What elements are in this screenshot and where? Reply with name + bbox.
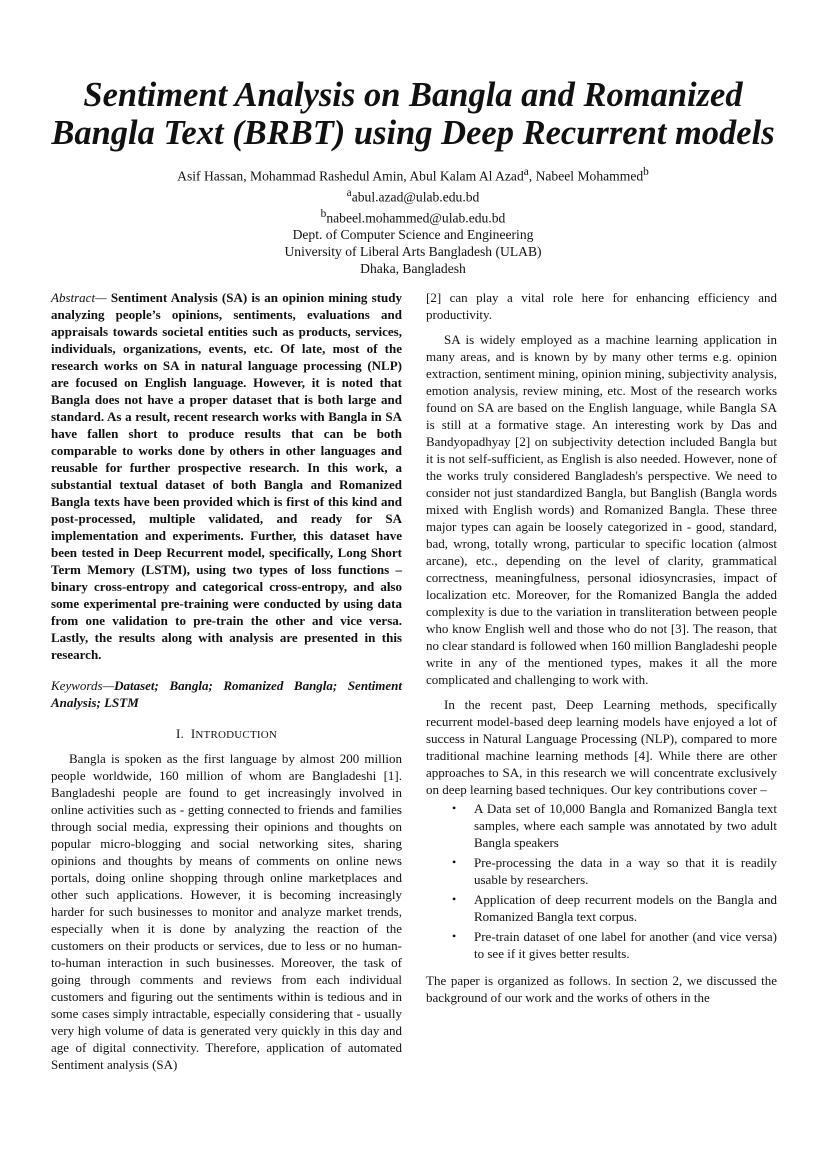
bullet-icon: • <box>452 929 457 943</box>
title-line-1: Sentiment Analysis on Bangla and Romanized <box>83 76 743 114</box>
right-column <box>426 289 777 1006</box>
bullet-icon: • <box>452 892 457 906</box>
list-item: • Pre-train dataset of one label for another (and vice versa) to see if it gives better results. <box>452 929 777 961</box>
bullet-icon: • <box>452 801 457 815</box>
title-line-2: Bangla Text (BRBT) using Deep Recurrent models <box>51 114 775 152</box>
keywords: Keywords—Dataset; Bangla; Romanized Bangla; Sentiment Analysis; LSTM <box>51 678 402 710</box>
author-names: Asif Hassan, Mohammad Rashedul Amin, Abul Kalam Al Azad$^a$, Nabeel Mohammed$^b$ <box>177 166 649 184</box>
intro-paragraph-4: The paper is organized as follows. In section 2, we discussed the background of our work and the works of others in the <box>426 973 777 1005</box>
intro-paragraph-continued: [2] can play a vital role here for enhancing efficiency and productivity. <box>426 290 777 322</box>
affiliation-dept: Dept. of Computer Science and Engineering <box>292 227 534 243</box>
list-item: • A Data set of 10,000 Bangla and Romanized Bangla text samples, where each sample was annotated by two adult Bangla speakers <box>452 801 777 850</box>
intro-paragraph-2: SA is widely employed as a machine learning application in many areas, and is known by by many other terms e.g. opinion extraction, sentiment mining, opinion mining, subjectivity analysis, emotion analysis, review mining, etc. Most of the research works found on SA are based on the English language, while Bangla SA is still at a formative stage. An interesting work by Das and Bandyopadhyay [2] on subjectivity detection included Bangla but it is not self-sufficient, as English is also needed. However, none of the works truly considered Bangladesh's perspective. We need to consider not just standardized Bangla, but Banglish (Bangla words mixed with English words) and Romanized Bangla. These three major types can again be loosely categorized in - good, standard, bad, wrong, totally wrong, particular to specific location (almost arcane), etc., depending on the level of clarity, grammatical correctness, meaningfulness, personal idiosyncrasies, impact of localization etc. Moreover, for the Romanized Bangla the added complexity is due to the variation in transliteration between people who know English well and those who do not [3]. The reason, that no clear standard is followed when 160 million Bangladeshi people write in any of the mentioned types, makes it all the more complicated and challenging to work with. <box>426 332 777 687</box>
paper-title <box>40 76 786 152</box>
intro-paragraph-1: Bangla is spoken as the first language by almost 200 million people worldwide, 160 million of whom are Bangladeshi [1]. Bangladeshi people are found to get increasingly involved in online activities such as - getting connected to friends and families through social media, expressing their opinions and thoughts on popular micro-blogging and social networking sites, sharing opinions and thoughts by means of comments on online news portals, doing online shopping through online marketplaces and other such applications. However, it is becoming increasingly harder for such businesses to monitor and analyze market trends, especially when it is done by analyzing the reaction of the customers on their products or services, due to less or no human-to-human interaction in such businesses. Moreover, the task of going through comments and reviews from each individual customers and figuring out the sentiments within is tedious and in some cases simply intractable, especially considering that - usually very high volume of data is generated very quickly in this day and age of digital connectivity. Therefore, application of automated Sentiment analysis (SA) <box>51 751 402 1072</box>
list-item: • Application of deep recurrent models on the Bangla and Romanized Bangla text corpus. <box>452 892 777 924</box>
section-heading-introduction: I. INTRODUCTION <box>175 726 278 741</box>
list-item: • Pre-processing the data in a way so that it is readily usable by researchers. <box>452 855 777 887</box>
intro-paragraph-3: In the recent past, Deep Learning methods, specifically recurrent model-based deep learning models have enjoyed a lot of success in Natural Language Processing (NLP), compared to more traditional machine learning methods [4]. While there are other approaches to SA, in this research we will concentrate exclusively on deep learning based techniques. Our key contributions cover – <box>426 697 777 797</box>
author-block <box>40 164 786 277</box>
keywords-body: Dataset; Bangla; Romanized Bangla; Sentiment Analysis; LSTM <box>51 678 402 710</box>
bullet-icon: • <box>452 855 457 869</box>
left-column <box>51 289 402 1073</box>
affiliation-university: University of Liberal Arts Bangladesh (ULAB) <box>284 243 542 259</box>
email-b: $^b$nabeel.mohammed@ulab.edu.bd <box>320 208 506 226</box>
abstract-body: Sentiment Analysis (SA) is an opinion mining study analyzing people’s opinions, sentiments, evaluations and appraisals towards societal entities such as products, services, individuals, organizations, events, etc. Of late, most of the research works on SA in natural language processing (NLP) are focused on English language. However, it is noted that Bangla does not have a proper dataset that is both large and standard. As a result, recent research works with Bangla in SA have fallen short to produce results that can be both comparable to works done by others in other languages and reusable for further prospective research. In this work, a substantial textual dataset of both Bangla and Romanized Bangla texts have been provided which is first of this kind and post-processed, multiple validated, and ready for SA implementation and experiments. Further, this dataset have been tested in Deep Recurrent model, specifically, Long Short Term Memory (LSTM), using two types of loss functions – binary cross-entropy and categorical cross-entropy, and also some experimental pre-training were conducted by using data from one validation to pre-train the other and vice versa. Lastly, the results along with analysis are presented in this research. <box>51 290 402 662</box>
abstract: Abstract— Sentiment Analysis (SA) is an opinion mining study analyzing people’s opinions, sentiments, evaluations and appraisals towards societal entities such as products, services, individuals, organizations, events, etc. Of late, most of the research works on SA in natural language processing (NLP) are focused on English language. However, it is noted that Bangla does not have a proper dataset that is both large and standard. As a result, recent research works with Bangla in SA have fallen short to produce results that can be both comparable to works done by others in other languages and reusable for further prospective research. In this work, a substantial textual dataset of both Bangla and Romanized Bangla texts have been provided which is first of this kind and post-processed, multiple validated, and ready for SA implementation and experiments. Further, this dataset have been tested in Deep Recurrent model, specifically, Long Short Term Memory (LSTM), using two types of loss functions – binary cross-entropy and categorical cross-entropy, and also some experimental pre-training were conducted by using data from one validation to pre-train the other and vice versa. Lastly, the results along with analysis are presented in this research. <box>51 290 402 662</box>
email-a: $^a$abul.azad@ulab.edu.bd <box>346 187 480 205</box>
affiliation-city: Dhaka, Bangladesh <box>360 260 466 276</box>
contributions-list <box>426 800 777 962</box>
